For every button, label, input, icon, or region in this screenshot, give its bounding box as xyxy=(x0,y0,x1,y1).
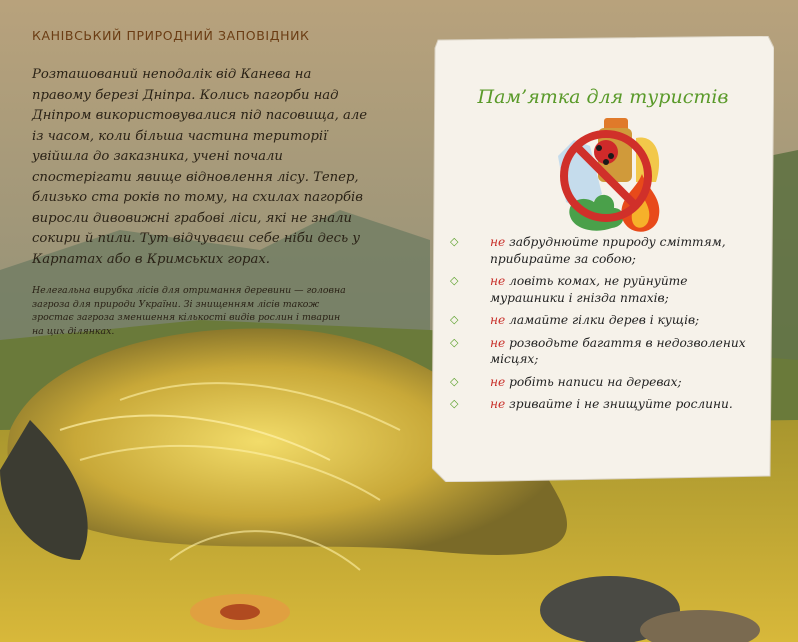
list-item: ◇ не робіть написи на деревах; xyxy=(450,374,682,389)
intro-column xyxy=(32,28,372,338)
diamond-bullet-icon: ◇ xyxy=(450,313,459,326)
diamond-bullet-icon: ◇ xyxy=(450,397,459,410)
diamond-bullet-icon: ◇ xyxy=(450,235,459,248)
reserve-description: Розташований неподалік від Канева на правому березі Дніпра. Колись пагорби над Дніпром використовувалися під пасовища, але із часом, коли більша частина території увійшла до заказника, учені почали спостерігати явище відновлення лісу. Тепер, близько ста років по тому, на схилах пагорбів виросли дивовижні грабові ліси, які не знали сокири й пили. Тут відчуваєш себе ніби десь у Карпатах або в Кримських горах. xyxy=(32,67,368,267)
card-title: Пам’ятка для туристів xyxy=(477,86,729,108)
section-heading: КАНІВСЬКИЙ ПРИРОДНИЙ ЗАПОВІДНИК xyxy=(32,28,310,43)
logging-threat-note: Нелегальна вирубка лісів для отримання деревини — головна загроза для природи України. Зі знищенням лісів також зростає загроза зменшення кількості видів рослин і тварин на цих ділянках. xyxy=(32,285,346,337)
list-item: ◇ не зривайте і не знищуйте рослини. xyxy=(450,397,733,411)
list-item: ◇ не забруднюйте природу сміттям, прибирайте за собою; xyxy=(450,235,726,266)
diamond-bullet-icon: ◇ xyxy=(450,274,459,287)
tourist-tips-card xyxy=(432,36,774,482)
rules-list xyxy=(450,234,765,419)
list-item: ◇ не ловіть комах, не руйнуйте мурашники і гнізда птахів; xyxy=(450,274,688,305)
list-item: ◇ не ламайте гілки дерев і кущів; xyxy=(450,313,700,327)
diamond-bullet-icon: ◇ xyxy=(450,374,459,388)
diamond-bullet-icon: ◇ xyxy=(450,335,459,349)
list-item: ◇ не розводьте багаття в недозволених місцях; xyxy=(450,335,746,366)
no-litter-no-fire-icon xyxy=(532,98,682,244)
